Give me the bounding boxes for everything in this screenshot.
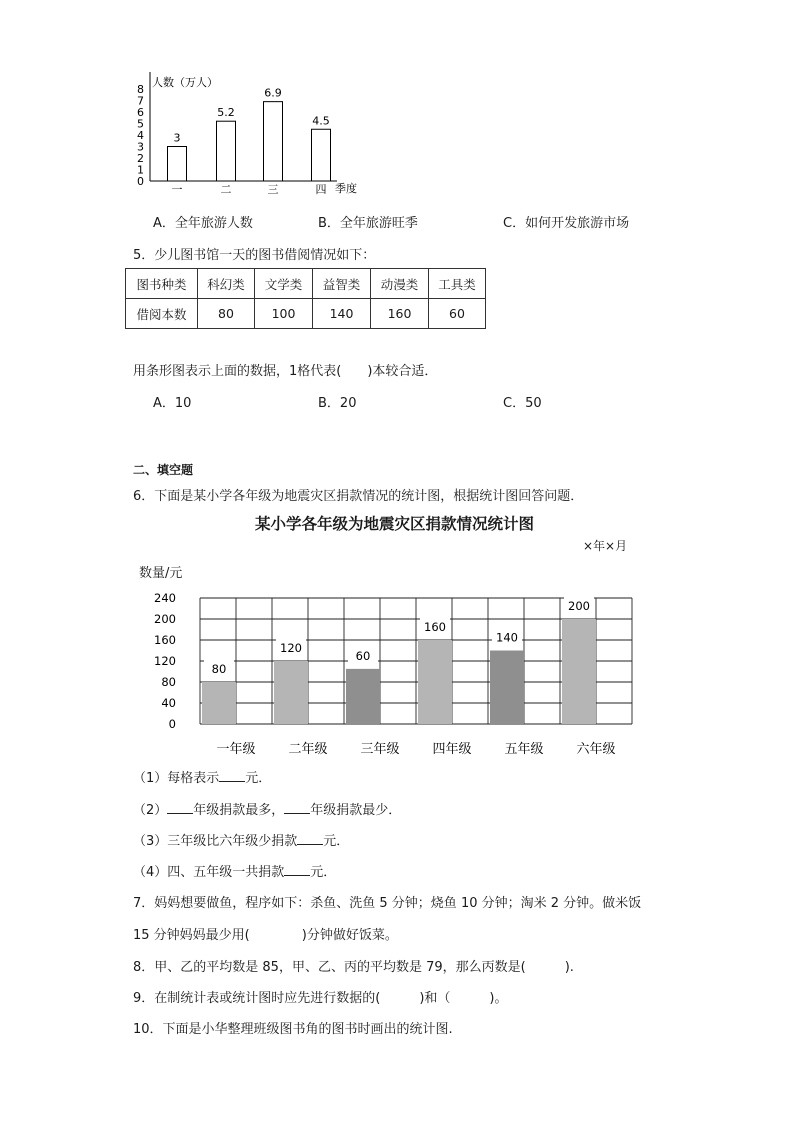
table-cell: 140 [313, 299, 371, 329]
chart1-category-label: 四 [315, 183, 327, 196]
chart1-bar [264, 102, 283, 181]
q4-option-b[interactable]: B．全年旅游旺季 [318, 216, 418, 231]
table-cell: 160 [371, 299, 429, 329]
q6-sub3 [133, 830, 349, 849]
chart1-y-tick-label: 8 [137, 83, 144, 96]
q6-sub4-text: （4）四、五年级一共捐款 [133, 865, 285, 880]
q6-sub1 [133, 767, 271, 786]
chart2-data-label: 60 [355, 648, 371, 663]
table-row [126, 269, 486, 299]
q6-chart-title: 某小学各年级为地震灾区捐款情况统计图 [255, 515, 535, 533]
q7-line2: 15 分钟妈妈最少用( )分钟做好饭菜。 [133, 928, 398, 943]
chart2-y-tick-label: 200 [154, 612, 176, 626]
q6-sub1-unit: 元． [245, 771, 272, 786]
donation-bar-chart [140, 588, 650, 760]
chart2-bar [490, 651, 524, 725]
chart1-y-tick-label: 5 [137, 117, 144, 131]
chart1-bar [312, 129, 331, 181]
chart2-data-label: 140 [496, 630, 518, 645]
chart1-y-tick-label: 6 [137, 106, 144, 119]
q6-sub2-prefix: （2） [133, 803, 168, 818]
table-cell: 60 [429, 299, 486, 329]
tourism-bar-chart [125, 68, 375, 196]
table-cell: 借阅本数 [126, 299, 198, 329]
q4-option-a[interactable]: A．全年旅游人数 [153, 216, 253, 231]
q6-sub4 [133, 861, 336, 880]
q6-sub1-text: （1）每格表示 [133, 771, 220, 786]
chart1-bar-value-label: 6.9 [264, 86, 282, 100]
answer-blank[interactable] [167, 801, 193, 814]
chart2-y-tick-label: 0 [168, 717, 176, 731]
chart2-category-label: 六年级 [576, 742, 616, 757]
chart1-y-tick-label: 3 [137, 140, 144, 154]
table-header-cell: 文学类 [255, 269, 313, 299]
table-row [126, 299, 486, 329]
chart2-data-label: 200 [568, 599, 590, 613]
chart2-bar [202, 682, 236, 724]
table-cell: 80 [198, 299, 255, 329]
answer-blank[interactable] [284, 801, 310, 814]
q7-line1: 7．妈妈想要做鱼，程序如下：杀鱼、洗鱼 5 分钟；烧鱼 10 分钟；淘米 2 分钟。做米饭 [133, 896, 642, 911]
chart2-y-tick-label: 80 [161, 675, 176, 689]
q6-chart-ylabel: 数量/元 [139, 566, 183, 581]
q6-sub2-text2: 年级捐款最少． [310, 803, 402, 818]
chart1-y-tick-label: 1 [137, 163, 144, 177]
section-title: 二、填空题 [133, 463, 194, 477]
q10-text: 10．下面是小华整理班级图书角的图书时画出的统计图. [133, 1022, 453, 1037]
chart2-y-tick-label: 240 [154, 591, 176, 605]
chart1-y-tick-label: 2 [137, 152, 144, 165]
q4-option-c[interactable]: C．如何开发旅游市场 [503, 216, 630, 231]
table-header-cell: 动漫类 [371, 269, 429, 299]
q8-text: 8．甲、乙的平均数是 85，甲、乙、丙的平均数是 79，那么丙数是( ). [133, 960, 574, 975]
q5-option-c[interactable]: C．50 [503, 396, 542, 411]
q5-title: 5．少儿图书馆一天的图书借阅情况如下： [133, 248, 376, 263]
answer-blank[interactable] [297, 832, 323, 845]
q9-text: 9．在制统计表或统计图时应先进行数据的( )和（ )。 [133, 991, 508, 1006]
table-header-cell: 图书种类 [126, 269, 198, 299]
q6-text: 6．下面是某小学各年级为地震灾区捐款情况的统计图，根据统计图回答问题． [133, 489, 584, 504]
chart1-y-tick-label: 0 [137, 175, 144, 188]
chart2-category-label: 四年级 [432, 742, 472, 757]
chart2-category-label: 一年级 [216, 742, 256, 757]
chart2-bar [274, 661, 308, 724]
chart1-bar-value-label: 5.2 [217, 106, 235, 120]
chart2-category-label: 三年级 [360, 742, 400, 757]
chart2-data-label: 160 [424, 620, 446, 634]
chart2-y-tick-label: 40 [161, 696, 176, 710]
table-header-cell: 工具类 [429, 269, 486, 299]
q6-chart-date: ×年×月 [583, 539, 628, 553]
q5-question: 用条形图表示上面的数据，1格代表( )本较合适． [133, 364, 438, 379]
table-cell: 100 [255, 299, 313, 329]
q6-sub4-unit: 元． [310, 865, 337, 880]
borrow-table [125, 268, 486, 329]
chart1-bar [168, 147, 187, 182]
chart2-category-label: 二年级 [288, 742, 328, 757]
chart2-bar [562, 619, 596, 724]
q5-option-a[interactable]: A．10 [153, 396, 192, 411]
chart1-ylabel: 人数（万人） [152, 76, 218, 89]
chart1-bar-value-label: 3 [173, 131, 181, 145]
table-header-cell: 科幻类 [198, 269, 255, 299]
chart1-category-label: 二 [220, 183, 232, 196]
q6-sub3-unit: 元． [323, 834, 350, 849]
chart2-data-label: 120 [280, 641, 302, 655]
chart1-category-label: 三 [267, 183, 279, 196]
chart2-category-label: 五年级 [504, 742, 544, 757]
q6-sub2 [133, 799, 401, 818]
answer-blank[interactable] [284, 863, 310, 876]
q5-option-b[interactable]: B．20 [318, 396, 357, 411]
chart1-y-tick-label: 4 [137, 129, 144, 142]
table-header-cell: 益智类 [313, 269, 371, 299]
chart1-category-label: 一 [171, 183, 183, 196]
answer-blank[interactable] [219, 769, 245, 782]
chart2-bar [418, 640, 452, 724]
chart2-y-tick-label: 120 [154, 654, 176, 668]
chart2-y-tick-label: 160 [154, 633, 176, 647]
chart2-bar [346, 669, 380, 724]
chart1-y-tick-label: 7 [137, 94, 144, 108]
chart2-data-label: 80 [211, 662, 227, 676]
chart1-bar-value-label: 4.5 [312, 114, 330, 128]
q6-sub2-text: 年级捐款最多， [193, 803, 285, 818]
chart1-xlabel: 季度 [335, 182, 357, 195]
q6-sub3-text: （3）三年级比六年级少捐款 [133, 834, 298, 849]
chart1-bar [217, 121, 236, 181]
